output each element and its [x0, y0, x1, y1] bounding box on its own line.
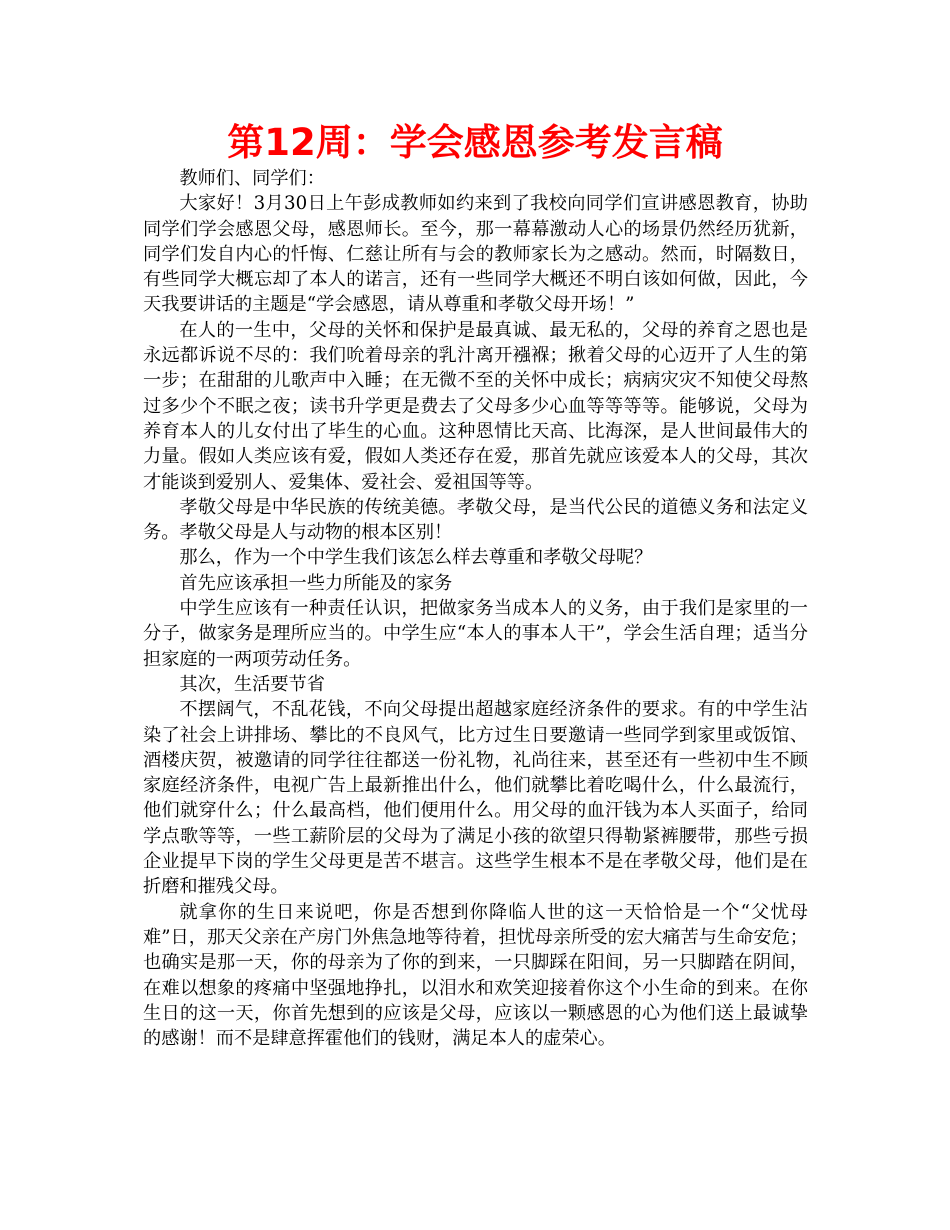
- paragraph-thrift: 不摆阔气，不乱花钱，不向父母提出超越家庭经济条件的要求。有的中学生沾染了社会上讲排场、攀比的不良风气，比方过生日要邀请一些同学到家里或饭馆、酒楼庆贺，被邀请的同学往往都送一份礼物，礼尚往来，甚至还有一些初中生不顾家庭经济条件，电视广告上最新推出什么，他们就攀比着吃喝什么，什么最流行，他们就穿什么；什么最高档，他们便用什么。用父母的血汗钱为本人买面子，给同学点歌等等，一些工薪阶层的父母为了满足小孩的欲望只得勒紧裤腰带，那些亏损企业提早下岗的学生父母更是苦不堪言。这些学生根本不是在孝敬父母，他们是在折磨和摧残父母。: [143, 699, 808, 898]
- paragraph-intro: 大家好！3月30日上午彭成教师如约来到了我校向同学们宣讲感恩教育，协助同学们学会感恩父母，感恩师长。至今，那一幕幕激动人心的场景仍然经历犹新，同学们发自内心的忏悔、仁慈让所有与会的教师家长为之感动。然而，时隔数日，有些同学大概忘却了本人的诺言，还有一些同学大概还不明白该如何做，因此，今天我要讲话的主题是“学会感恩，请从尊重和孝敬父母开场！”: [143, 193, 808, 316]
- paragraph-greeting: 教师们、同学们：: [179, 168, 325, 189]
- paragraph-filial-piety: 孝敬父母是中华民族的传统美德。孝敬父母，是当代公民的道德义务和法定义务。孝敬父母是人与动物的根本区别！: [143, 496, 808, 544]
- paragraph-heading-housework: 首先应该承担一些力所能及的家务: [179, 572, 453, 594]
- paragraph-heading-thrift: 其次，生活要节省: [179, 673, 325, 695]
- document-title: 第12周：学会感恩参考发言稿: [227, 121, 723, 164]
- paragraph-parents-love: 在人的一生中，父母的关怀和保护是最真诚、最无私的，父母的养育之恩也是永远都诉说不尽的：我们吮着母亲的乳汁离开襁褓；揪着父母的心迈开了人生的第一步；在甜甜的儿歌声中入睡；在无微不至的关怀中成长；病病灾灾不知使父母熬过多少个不眠之夜；读书升学更是费去了父母多少心血等等等等。能够说，父母为养育本人的儿女付出了毕生的心血。这种恩情比天高、比海深，是人世间最伟大的力量。假如人类应该有爱，假如人类还存在爱，那首先就应该爱本人的父母，其次才能谈到爱别人、爱集体、爱社会、爱祖国等等。: [143, 319, 808, 493]
- paragraph-birthday: 就拿你的生日来说吧，你是否想到你降临人世的这一天恰恰是一个“父忧母难”日，那天父亲在产房门外焦急地等待着，担忧母亲所受的宏大痛苦与生命安危；也确实是那一天，你的母亲为了你的到来，一只脚踩在阳间，另一只脚踏在阴间，在难以想象的疼痛中坚强地挣扎，以泪水和欢笑迎接着你这个小生命的到来。在你生日的这一天，你首先想到的应该是父母，应该以一颗感恩的心为他们送上最诚挚的感谢！而不是肆意挥霍他们的钱财，满足本人的虚荣心。: [143, 901, 808, 1050]
- paragraph-housework: 中学生应该有一种责任认识，把做家务当成本人的义务，由于我们是家里的一分子，做家务是理所应当的。中学生应“本人的事本人干”，学会生活自理；适当分担家庭的一两项劳动任务。: [143, 598, 808, 670]
- paragraph-question: 那么，作为一个中学生我们该怎么样去尊重和孝敬父母呢？: [179, 547, 653, 569]
- document-body: [143, 166, 808, 1051]
